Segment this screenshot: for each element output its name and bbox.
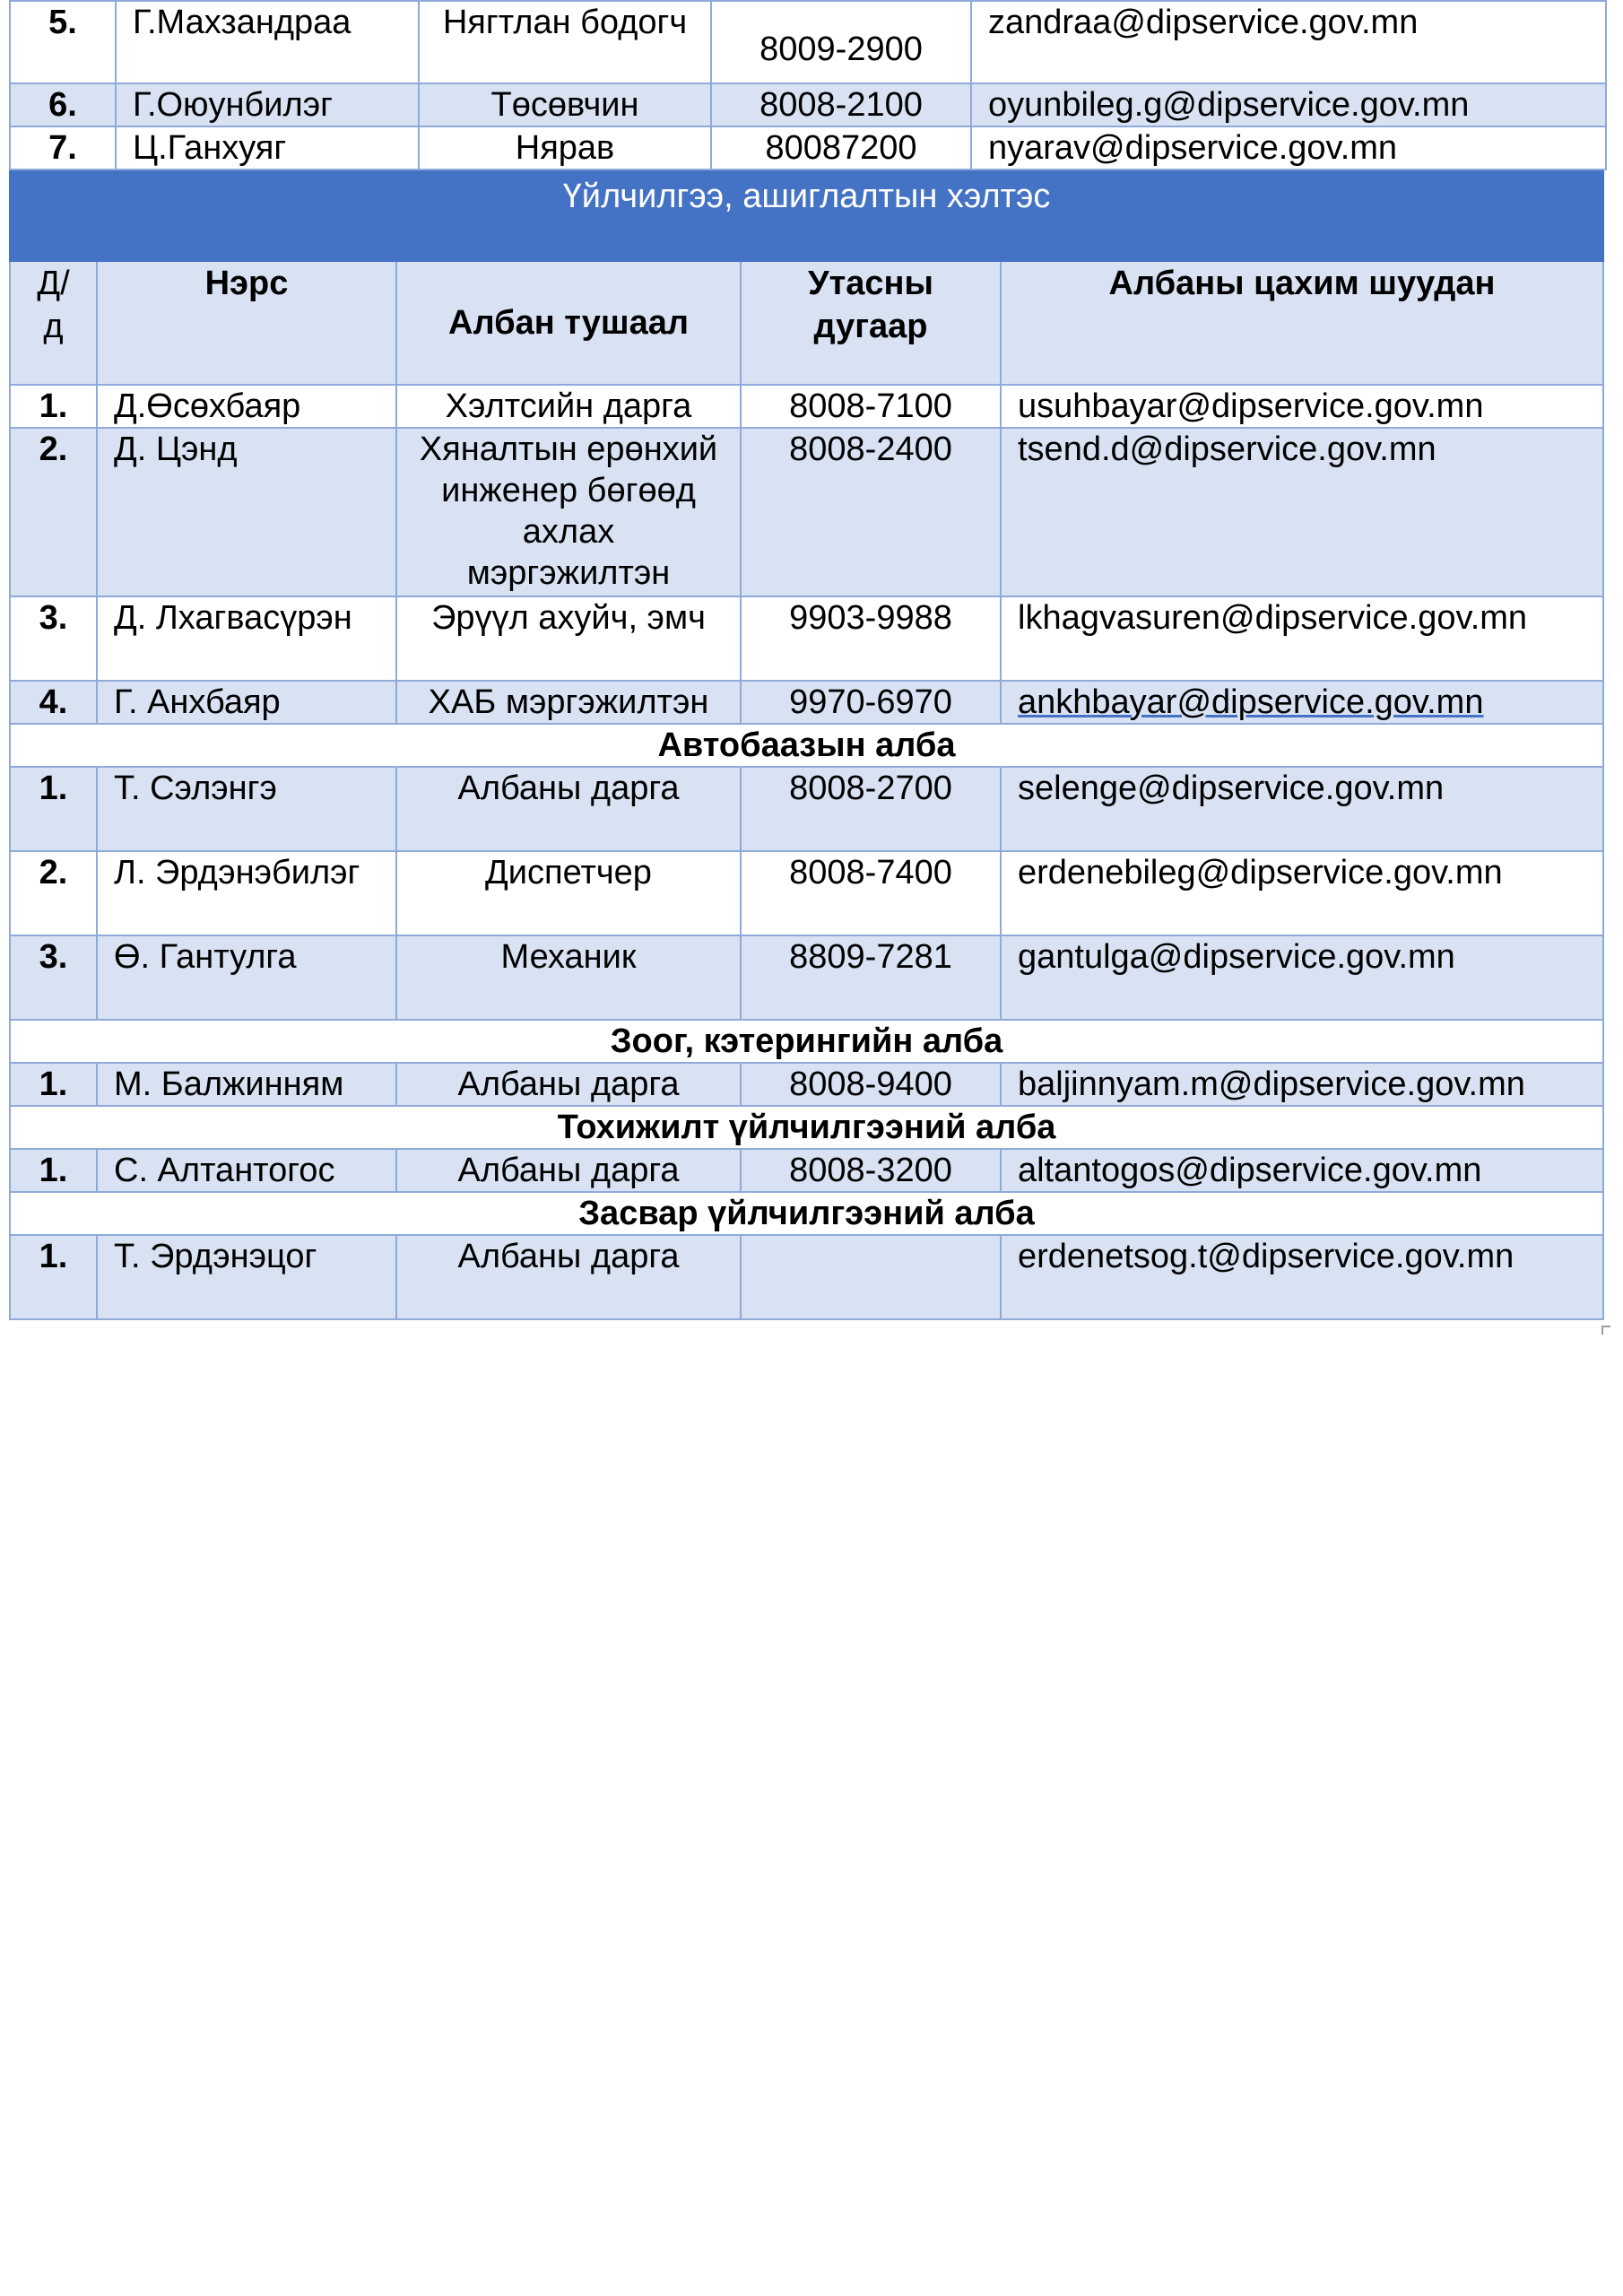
- section-header-row: [10, 724, 1603, 767]
- employee-email: usuhbayar@dipservice.gov.mn: [1001, 385, 1603, 428]
- row-number: 1.: [10, 1063, 97, 1106]
- table-row: [10, 767, 1603, 851]
- table-header-row: [10, 261, 1603, 385]
- employee-name: Т. Сэлэнгэ: [97, 767, 396, 851]
- section-title: Зоог, кэтерингийн алба: [10, 1020, 1603, 1063]
- section-title: Автобаазын алба: [10, 724, 1603, 767]
- row-number: 3.: [10, 935, 97, 1020]
- employee-phone: 8009-2900: [711, 1, 971, 83]
- table-row: [10, 1235, 1603, 1319]
- employee-phone: 9970-6970: [741, 681, 1001, 724]
- employee-email: gantulga@dipservice.gov.mn: [1001, 935, 1603, 1020]
- row-number: 1.: [10, 385, 97, 428]
- department-title: Үйлчилгээ, ашиглалтын хэлтэс: [10, 171, 1603, 261]
- employee-email-cell: [1001, 681, 1603, 724]
- header-phone: Утасны дугаар: [741, 261, 1001, 385]
- table-end-marker: [1601, 1326, 1610, 1335]
- employee-phone: 8008-7100: [741, 385, 1001, 428]
- row-number: 7.: [10, 126, 116, 170]
- employee-position: Нярав: [419, 126, 711, 170]
- row-number: 1.: [10, 1149, 97, 1192]
- service-department-table: [9, 170, 1604, 1320]
- employee-email: erdenebileg@dipservice.gov.mn: [1001, 851, 1603, 935]
- employee-name: Д.Өсөхбаяр: [97, 385, 396, 428]
- employee-phone: 8008-2700: [741, 767, 1001, 851]
- row-number: 2.: [10, 851, 97, 935]
- row-number: 6.: [10, 83, 116, 126]
- employee-name: Г.Оюунбилэг: [116, 83, 419, 126]
- row-number: 5.: [10, 1, 116, 83]
- header-email: Албаны цахим шуудан: [1001, 261, 1603, 385]
- employee-name: Т. Эрдэнэцог: [97, 1235, 396, 1319]
- employee-position: Хяналтын ерөнхий инженер бөгөөд ахлах мэргэжилтэн: [396, 428, 741, 596]
- table-row: [10, 385, 1603, 428]
- row-number: 3.: [10, 596, 97, 681]
- employee-name: Д. Лхагвасүрэн: [97, 596, 396, 681]
- table-row: [10, 1, 1606, 83]
- department-title-row: [10, 171, 1603, 261]
- employee-email: oyunbileg.g@dipservice.gov.mn: [971, 83, 1606, 126]
- employee-phone: 8008-7400: [741, 851, 1001, 935]
- row-number: 4.: [10, 681, 97, 724]
- employee-email-link[interactable]: ankhbayar@dipservice.gov.mn: [1018, 683, 1484, 721]
- employee-email: lkhagvasuren@dipservice.gov.mn: [1001, 596, 1603, 681]
- employee-position: Албаны дарга: [396, 1149, 741, 1192]
- employee-name: Д. Цэнд: [97, 428, 396, 596]
- employee-email: tsend.d@dipservice.gov.mn: [1001, 428, 1603, 596]
- header-position: Албан тушаал: [396, 261, 741, 385]
- employee-email: altantogos@dipservice.gov.mn: [1001, 1149, 1603, 1192]
- employee-email: baljinnyam.m@dipservice.gov.mn: [1001, 1063, 1603, 1106]
- employee-position: Нягтлан бодогч: [419, 1, 711, 83]
- row-number: 1.: [10, 1235, 97, 1319]
- employee-phone: 8008-2400: [741, 428, 1001, 596]
- employee-position: ХАБ мэргэжилтэн: [396, 681, 741, 724]
- employee-position: Төсөвчин: [419, 83, 711, 126]
- employee-name: Г. Анхбаяр: [97, 681, 396, 724]
- employee-position: Диспетчер: [396, 851, 741, 935]
- employee-name: Ц.Ганхуяг: [116, 126, 419, 170]
- section-title: Засвар үйлчилгээний алба: [10, 1192, 1603, 1235]
- employee-phone: 8809-7281: [741, 935, 1001, 1020]
- section-header-row: [10, 1192, 1603, 1235]
- employee-email: zandraa@dipservice.gov.mn: [971, 1, 1606, 83]
- header-number: Д/ д: [10, 261, 97, 385]
- employee-position: Эрүүл ахуйч, эмч: [396, 596, 741, 681]
- row-number: 2.: [10, 428, 97, 596]
- table-row: [10, 1149, 1603, 1192]
- employee-position: Албаны дарга: [396, 767, 741, 851]
- employee-name: Ө. Гантулга: [97, 935, 396, 1020]
- employee-position: Албаны дарга: [396, 1063, 741, 1106]
- employee-position: Албаны дарга: [396, 1235, 741, 1319]
- employee-name: М. Балжинням: [97, 1063, 396, 1106]
- employee-phone: 8008-2100: [711, 83, 971, 126]
- employee-name: Л. Эрдэнэбилэг: [97, 851, 396, 935]
- employee-position: Механик: [396, 935, 741, 1020]
- row-number: 1.: [10, 767, 97, 851]
- employee-name: Г.Махзандраа: [116, 1, 419, 83]
- section-header-row: [10, 1020, 1603, 1063]
- employee-phone: [741, 1235, 1001, 1319]
- header-name: Нэрс: [97, 261, 396, 385]
- table-row: [10, 596, 1603, 681]
- table-row: [10, 681, 1603, 724]
- employee-email: selenge@dipservice.gov.mn: [1001, 767, 1603, 851]
- section-title: Тохижилт үйлчилгээний алба: [10, 1106, 1603, 1149]
- table-row: [10, 935, 1603, 1020]
- staff-table-continued: [9, 0, 1607, 170]
- table-row: [10, 428, 1603, 596]
- employee-phone: 8008-9400: [741, 1063, 1001, 1106]
- section-header-row: [10, 1106, 1603, 1149]
- table-row: [10, 1063, 1603, 1106]
- employee-email: nyarav@dipservice.gov.mn: [971, 126, 1606, 170]
- table-row: [10, 83, 1606, 126]
- table-row: [10, 126, 1606, 170]
- employee-phone: 80087200: [711, 126, 971, 170]
- table-row: [10, 851, 1603, 935]
- employee-name: С. Алтантогос: [97, 1149, 396, 1192]
- employee-email: erdenetsog.t@dipservice.gov.mn: [1001, 1235, 1603, 1319]
- employee-position: Хэлтсийн дарга: [396, 385, 741, 428]
- employee-phone: 9903-9988: [741, 596, 1001, 681]
- employee-phone: 8008-3200: [741, 1149, 1001, 1192]
